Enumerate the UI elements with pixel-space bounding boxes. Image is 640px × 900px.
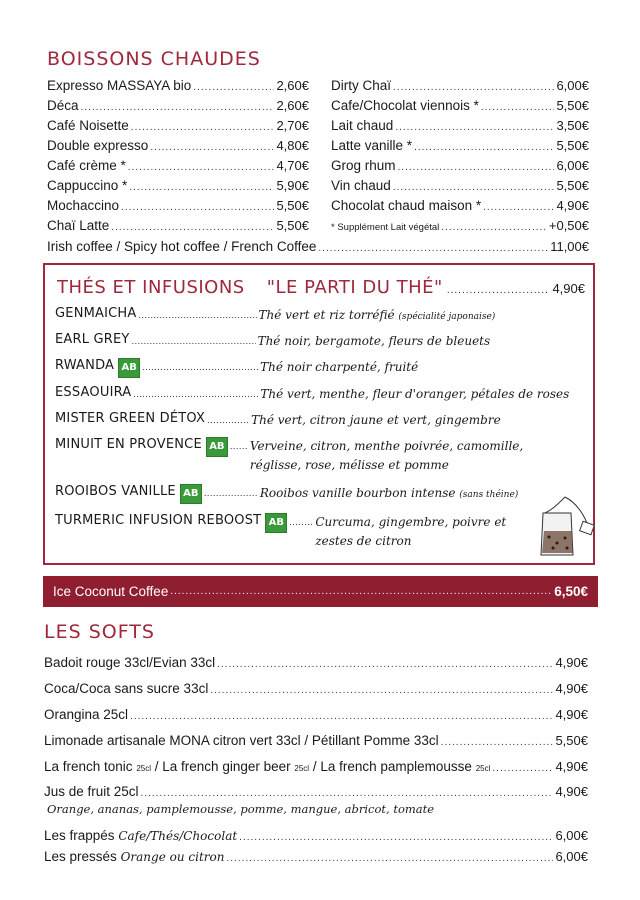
item-price: 5,90€ xyxy=(276,178,309,193)
item-price: 6,00€ xyxy=(556,158,589,173)
tea-item xyxy=(55,306,575,327)
tea-description: Curcuma, gingembre, poivre et zestes de citron xyxy=(315,515,507,548)
tea-price: 4,90€ xyxy=(552,281,585,296)
item-name: Irish coffee / Spicy hot coffee / French Coffee xyxy=(47,239,317,254)
menu-item xyxy=(47,136,309,156)
item-price: 4,90€ xyxy=(555,681,588,696)
menu-item xyxy=(47,216,309,236)
menu-item xyxy=(331,76,589,96)
menu-item xyxy=(44,825,588,846)
item-price: 5,50€ xyxy=(556,178,589,193)
section-title-softs: LES SOFTS xyxy=(44,621,155,643)
tea-item xyxy=(55,437,575,475)
menu-item xyxy=(47,156,309,176)
item-name: Cappuccino * xyxy=(47,178,128,193)
item-name: Coca/Coca sans sucre 33cl xyxy=(44,681,209,696)
menu-item xyxy=(47,76,309,96)
item-price: 6,00€ xyxy=(555,828,588,843)
menu-item xyxy=(47,96,309,116)
tea-item xyxy=(55,513,575,551)
menu-item xyxy=(44,780,588,804)
tea-description: Thé vert, citron jaune et vert, gingembre xyxy=(251,413,501,427)
item-price: 5,50€ xyxy=(556,98,589,113)
item-price: 6,50€ xyxy=(554,584,588,599)
item-name: Déca xyxy=(47,98,79,113)
menu-item xyxy=(331,136,589,156)
tea-description: Rooibos vanille bourbon intense (sans théine) xyxy=(259,486,519,500)
menu-item xyxy=(331,116,589,136)
tea-note: (spécialité japonaise) xyxy=(398,312,496,322)
item-name: Orangina 25cl xyxy=(44,707,129,722)
item-price: 6,00€ xyxy=(556,78,589,93)
item-name: Café Noisette xyxy=(47,118,129,133)
teabag-icon xyxy=(535,493,595,559)
organic-ab-icon: AB xyxy=(180,484,202,504)
menu-item xyxy=(44,650,588,676)
item-name: Expresso MASSAYA bio xyxy=(47,78,192,93)
tea-name: ESSAOUIRA xyxy=(55,385,132,400)
item-price: 3,50€ xyxy=(556,118,589,133)
frappes-presses-list xyxy=(44,825,588,867)
tea-description: Thé noir charpenté, fruité xyxy=(260,360,419,374)
menu-item xyxy=(47,116,309,136)
tea-name: GENMAICHA xyxy=(55,306,137,321)
item-price: 4,90€ xyxy=(555,784,588,799)
item-price: 4,90€ xyxy=(555,759,588,774)
item-price: 4,80€ xyxy=(276,138,309,153)
item-price: 11,00€ xyxy=(550,239,589,254)
item-name: La french pamplemousse xyxy=(320,759,472,774)
tea-name: EARL GREY xyxy=(55,332,130,347)
menu-item xyxy=(44,702,588,728)
item-name: Chaï Latte xyxy=(47,218,110,233)
menu-item xyxy=(47,237,589,257)
item-name: Ice Coconut Coffee xyxy=(53,584,169,599)
supplement-note xyxy=(331,216,589,236)
tea-brand: "LE PARTI DU THÉ" xyxy=(266,277,443,298)
organic-ab-icon: AB xyxy=(118,358,140,378)
tea-note: (sans théine) xyxy=(459,490,519,500)
hot-drinks-left-column xyxy=(47,76,309,236)
item-name: Grog rhum xyxy=(331,158,396,173)
item-price: 4,90€ xyxy=(555,707,588,722)
tea-item xyxy=(55,411,575,430)
tea-name: RWANDA xyxy=(55,358,115,373)
section-title-teas: THÉS ET INFUSIONS xyxy=(57,277,245,298)
tea-item xyxy=(55,484,575,505)
item-price: 5,50€ xyxy=(276,198,309,213)
item-name: La french ginger beer xyxy=(162,759,291,774)
item-size: 25cl xyxy=(294,764,310,773)
menu-item xyxy=(331,96,589,116)
item-price: 4,70€ xyxy=(276,158,309,173)
tea-name: TURMERIC INFUSION REBOOST xyxy=(55,513,262,528)
item-name: Limonade artisanale MONA citron vert 33cl / Pétillant Pomme 33cl xyxy=(44,733,439,748)
organic-ab-icon: AB xyxy=(265,513,287,533)
teas-box xyxy=(43,263,595,565)
tea-item xyxy=(55,385,575,404)
tea-name: MINUIT EN PROVENCE xyxy=(55,437,202,452)
item-name: Vin chaud xyxy=(331,178,391,193)
item-detail: Orange ou citron xyxy=(120,850,225,864)
menu-item xyxy=(331,156,589,176)
item-name: Cafe/Chocolat viennois * xyxy=(331,98,479,113)
item-size: 25cl xyxy=(475,764,491,773)
item-name: Latte vanille * xyxy=(331,138,413,153)
juice-flavors: Orange, ananas, pamplemousse, pomme, mangue, abricot, tomate xyxy=(47,802,435,816)
item-price: 5,50€ xyxy=(555,733,588,748)
item-name: Dirty Chaï xyxy=(331,78,392,93)
irish-coffee-row xyxy=(47,237,589,257)
item-name: Café crème * xyxy=(47,158,126,173)
item-name: La french tonic xyxy=(44,759,133,774)
item-price: +0,50€ xyxy=(548,218,589,233)
menu-item xyxy=(44,676,588,702)
menu-item xyxy=(331,176,589,196)
item-name: Les frappés xyxy=(44,828,115,843)
menu-item xyxy=(331,196,589,216)
organic-ab-icon: AB xyxy=(206,437,228,457)
item-name: Mochaccino xyxy=(47,198,120,213)
section-title-hot-drinks: BOISSONS CHAUDES xyxy=(47,48,261,70)
french-drinks-row: La french tonic 25cl / La french ginger beer 25cl / La french pamplemousse 25cl ..... 4,90€ xyxy=(44,754,588,780)
item-price: 4,90€ xyxy=(555,655,588,670)
menu-item xyxy=(44,846,588,867)
menu-item xyxy=(44,728,588,754)
item-name: Lait chaud xyxy=(331,118,394,133)
item-name: Jus de fruit 25cl xyxy=(44,784,139,799)
item-price: 4,90€ xyxy=(556,198,589,213)
item-price: 2,70€ xyxy=(276,118,309,133)
teas-header xyxy=(57,277,585,298)
item-price: 5,50€ xyxy=(556,138,589,153)
tea-item xyxy=(55,332,575,351)
tea-name: MISTER GREEN DÉTOX xyxy=(55,411,206,426)
softs-list xyxy=(44,650,588,804)
item-name: Double expresso xyxy=(47,138,149,153)
menu-item xyxy=(47,196,309,216)
menu-item xyxy=(47,176,309,196)
item-price: 2,60€ xyxy=(276,78,309,93)
item-name: Les pressés xyxy=(44,849,117,864)
hot-drinks-right-column xyxy=(331,76,589,236)
tea-description: Thé noir, bergamote, fleurs de bleuets xyxy=(257,334,491,348)
item-price: 6,00€ xyxy=(555,849,588,864)
item-size: 25cl xyxy=(136,764,152,773)
tea-description: Thé vert, menthe, fleur d'oranger, pétales de roses xyxy=(260,387,570,401)
tea-description: Verveine, citron, menthe poivrée, camomille, réglisse, rose, mélisse et pomme xyxy=(249,439,524,472)
item-price: 5,50€ xyxy=(276,218,309,233)
tea-description: Thé vert et riz torréfié (spécialité japonaise) xyxy=(258,308,496,322)
item-name: * Supplément Lait végétal xyxy=(331,222,440,233)
tea-name: ROOIBOS VANILLE xyxy=(55,484,176,499)
ice-coconut-coffee-bar xyxy=(43,576,598,607)
item-name: Chocolat chaud maison * xyxy=(331,198,482,213)
item-detail: Cafe/Thés/Chocolat xyxy=(118,829,238,843)
item-name: Badoit rouge 33cl/Evian 33cl xyxy=(44,655,216,670)
item-price: 2,60€ xyxy=(276,98,309,113)
tea-item xyxy=(55,358,575,378)
